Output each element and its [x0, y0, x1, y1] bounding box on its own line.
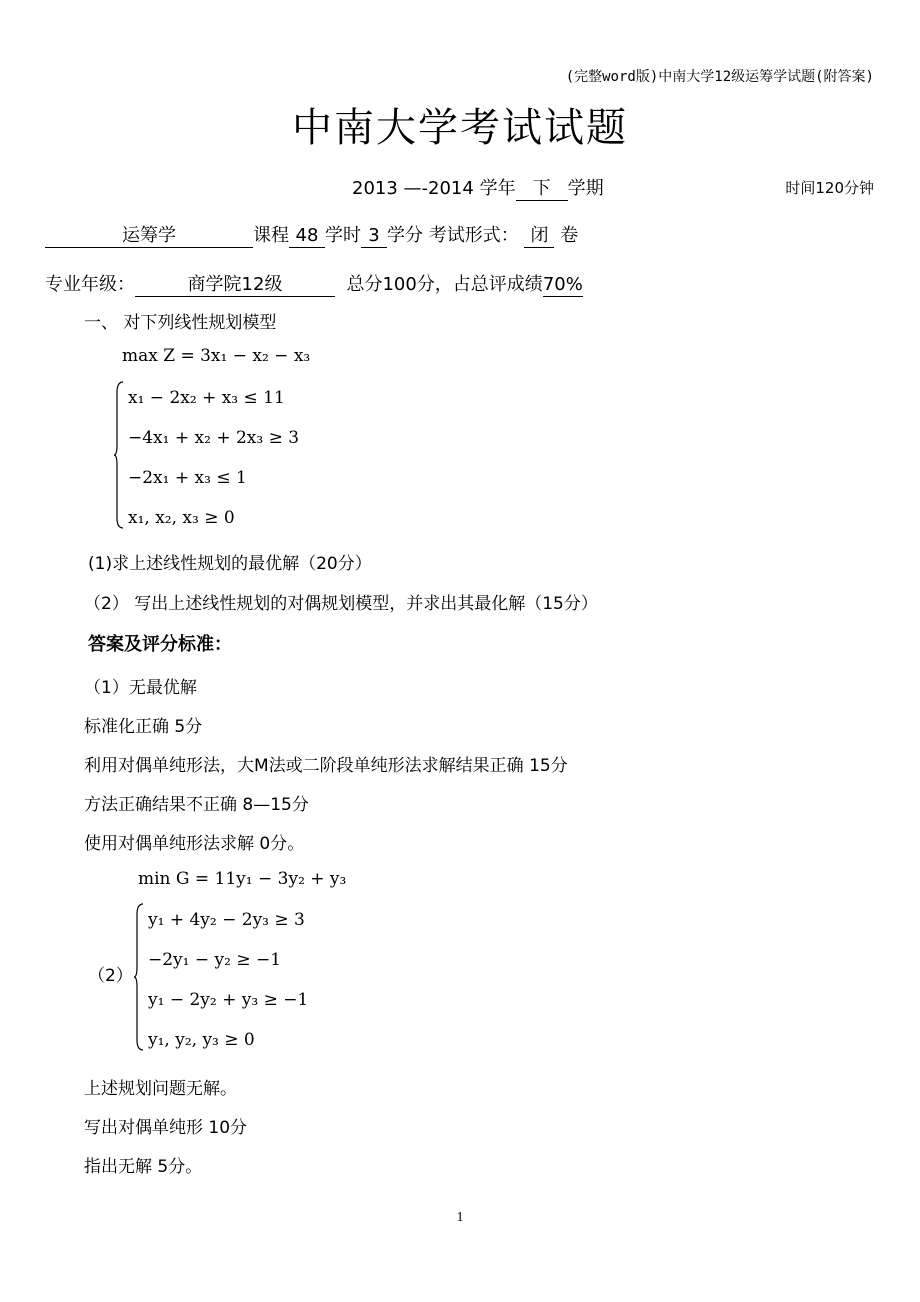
- major-label: 专业年级：: [45, 274, 135, 295]
- exam-duration: 时间120分钟: [785, 179, 874, 197]
- answer-heading: 答案及评分标准：: [88, 634, 232, 655]
- q1-objective: max Z = 3x₁ − x₂ − x₃: [122, 346, 311, 366]
- q1-part1: (1)求上述线性规划的最优解（20分）: [88, 554, 372, 574]
- course-line: [45, 221, 578, 248]
- q1-constraint-2: −4x₁ + x₂ + 2x₃ ≥ 3: [128, 428, 300, 448]
- term-xueqi: 学期: [567, 178, 604, 199]
- q1-constraint-3: −2x₁ + x₃ ≤ 1: [128, 468, 247, 488]
- page-title: 中南大学考试试题: [292, 105, 628, 151]
- answer-line-1: 标准化正确 5分: [84, 717, 203, 737]
- major-line: [45, 270, 583, 297]
- answer-tail-2: 写出对偶单纯形 10分: [84, 1118, 248, 1138]
- term-xuenian: 学年: [479, 178, 516, 199]
- q1-constraint-4: x₁, x₂, x₃ ≥ 0: [128, 508, 235, 528]
- page-number: 1: [456, 1210, 464, 1225]
- dual-constraint-4: y₁, y₂, y₃ ≥ 0: [148, 1030, 255, 1050]
- q1-part2: （2） 写出上述线性规划的对偶规划模型，并求出其最化解（15分）: [84, 594, 598, 614]
- score-text: 总分100分，占总评成绩: [346, 274, 543, 295]
- course-name: 运筹学: [45, 226, 253, 248]
- answer-line-2: 利用对偶单纯形法，大M法或二阶段单纯形法求解结果正确 15分: [84, 756, 568, 776]
- q1-constraint-brace: [114, 380, 124, 530]
- major-value: 商学院12级: [135, 275, 335, 297]
- dual-constraint-2: −2y₁ − y₂ ≥ −1: [148, 950, 282, 970]
- answer-line-4: 使用对偶单纯形法求解 0分。: [84, 834, 305, 854]
- dual-constraint-brace: [134, 902, 144, 1052]
- score-percent: 70%: [542, 274, 583, 295]
- course-xueshi: 学时: [325, 225, 361, 246]
- q1-constraint-1: x₁ − 2x₂ + x₃ ≤ 11: [128, 388, 285, 408]
- exam-form-label: 考试形式：: [428, 225, 519, 246]
- answer-2-label: （2）: [88, 966, 133, 986]
- term-line: [352, 174, 604, 201]
- term-semester: 下: [516, 179, 568, 201]
- answer-tail-3: 指出无解 5分。: [84, 1157, 203, 1177]
- dual-constraint-3: y₁ − 2y₂ + y₃ ≥ −1: [148, 990, 309, 1010]
- answer-1-label: （1）无最优解: [84, 678, 197, 698]
- term-years: 2013 —-2014: [352, 178, 474, 199]
- course-credits: 3: [361, 226, 387, 248]
- document-header-label: (完整word版)中南大学12级运筹学试题(附答案): [565, 69, 874, 85]
- answer-line-3: 方法正确结果不正确 8—15分: [84, 795, 309, 815]
- answer-tail-1: 上述规划问题无解。: [84, 1079, 237, 1099]
- q1-heading: 一、 对下列线性规划模型: [84, 313, 277, 333]
- course-kecheng: 课程: [253, 225, 289, 246]
- dual-objective: min G = 11y₁ − 3y₂ + y₃: [138, 869, 347, 889]
- exam-form-a: 闭: [524, 226, 554, 248]
- dual-constraint-1: y₁ + 4y₂ − 2y₃ ≥ 3: [148, 910, 305, 930]
- course-xuefen: 学分: [387, 225, 423, 246]
- course-hours: 48: [289, 226, 325, 248]
- exam-form-b: 卷: [560, 225, 579, 246]
